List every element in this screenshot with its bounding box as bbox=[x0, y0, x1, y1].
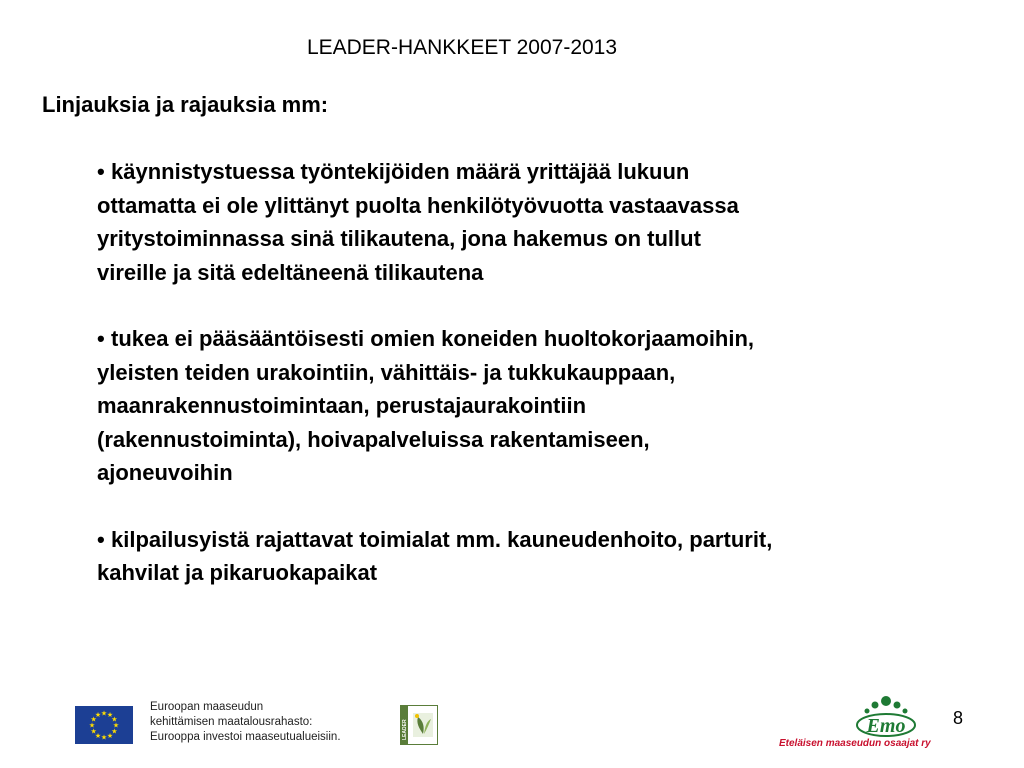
bullet-line: kahvilat ja pikaruokapaikat bbox=[97, 560, 378, 585]
eu-star-icon: ★ bbox=[106, 732, 114, 740]
eu-star-icon: ★ bbox=[90, 716, 97, 724]
eu-text-line: Eurooppa investoi maaseutualueisiin. bbox=[150, 731, 341, 743]
bullet-line: käynnistystuessa työntekijöiden määrä yrittäjää lukuun bbox=[111, 159, 690, 184]
slide-title-text: LEADER-HANKKEET 2007-2013 bbox=[306, 36, 618, 59]
eu-star-icon: ★ bbox=[111, 728, 118, 736]
eu-text-line: kehittämisen maatalousrahasto: bbox=[150, 716, 313, 728]
emo-logo-icon bbox=[855, 695, 917, 739]
eu-funding-text bbox=[150, 700, 341, 745]
eu-text-line: Euroopan maaseudun bbox=[150, 701, 264, 713]
bullet-line: vireille ja sitä edeltäneenä tilikautena bbox=[97, 259, 484, 285]
bullet-line: maanrakennustoimintaan, perustajaurakointiin bbox=[97, 393, 587, 418]
eu-star-icon: ★ bbox=[94, 712, 102, 720]
eu-star-icon: ★ bbox=[111, 716, 118, 724]
eu-star-icon: ★ bbox=[106, 712, 114, 720]
bullet-item bbox=[97, 322, 997, 490]
slide-subtitle: Linjauksia ja rajauksia mm: bbox=[42, 92, 329, 117]
bullet-line: kilpailusyistä rajattavat toimialat mm. kauneudenhoito, parturit, bbox=[111, 526, 773, 552]
bullet-dot: • bbox=[97, 526, 105, 552]
bullet-item bbox=[97, 523, 997, 590]
eu-star-icon: ★ bbox=[88, 722, 96, 730]
bullet-line: yritystoiminnassa sinä tilikautena, jona hakemus on tullut bbox=[97, 226, 701, 251]
eu-star-icon: ★ bbox=[100, 710, 108, 718]
leader-logo-icon bbox=[400, 705, 438, 745]
eu-star-icon: ★ bbox=[112, 722, 120, 730]
slide-title bbox=[0, 36, 1024, 60]
bullet-item bbox=[97, 155, 997, 289]
bullet-line: (rakennustoiminta), hoivapalveluissa rakentamiseen, bbox=[97, 426, 650, 452]
bullet-line: ottamatta ei ole ylittänyt puolta henkilötyövuotta vastaavassa bbox=[97, 192, 739, 218]
eu-star-icon: ★ bbox=[94, 732, 102, 740]
slide-footer bbox=[0, 690, 1024, 768]
emo-logo-text: Emo bbox=[866, 715, 906, 737]
eu-star-icon: ★ bbox=[100, 734, 108, 742]
bullet-line: yleisten teiden urakointiin, vähittäis- ja tukkukauppaan, bbox=[97, 359, 676, 385]
eu-flag-icon bbox=[75, 706, 133, 744]
emo-caption: Eteläisen maaseudun osaajat ry bbox=[779, 738, 931, 749]
bullet-dot: • bbox=[97, 159, 105, 184]
page-number: 8 bbox=[953, 708, 964, 728]
bullet-list bbox=[97, 155, 997, 623]
bullet-line: ajoneuvoihin bbox=[97, 460, 233, 485]
bullet-line: tukea ei pääsääntöisesti omien koneiden huoltokorjaamoihin, bbox=[111, 326, 755, 351]
bullet-dot: • bbox=[97, 326, 105, 351]
eu-star-icon: ★ bbox=[90, 728, 97, 736]
leader-logo-text: LEADER bbox=[402, 719, 408, 740]
